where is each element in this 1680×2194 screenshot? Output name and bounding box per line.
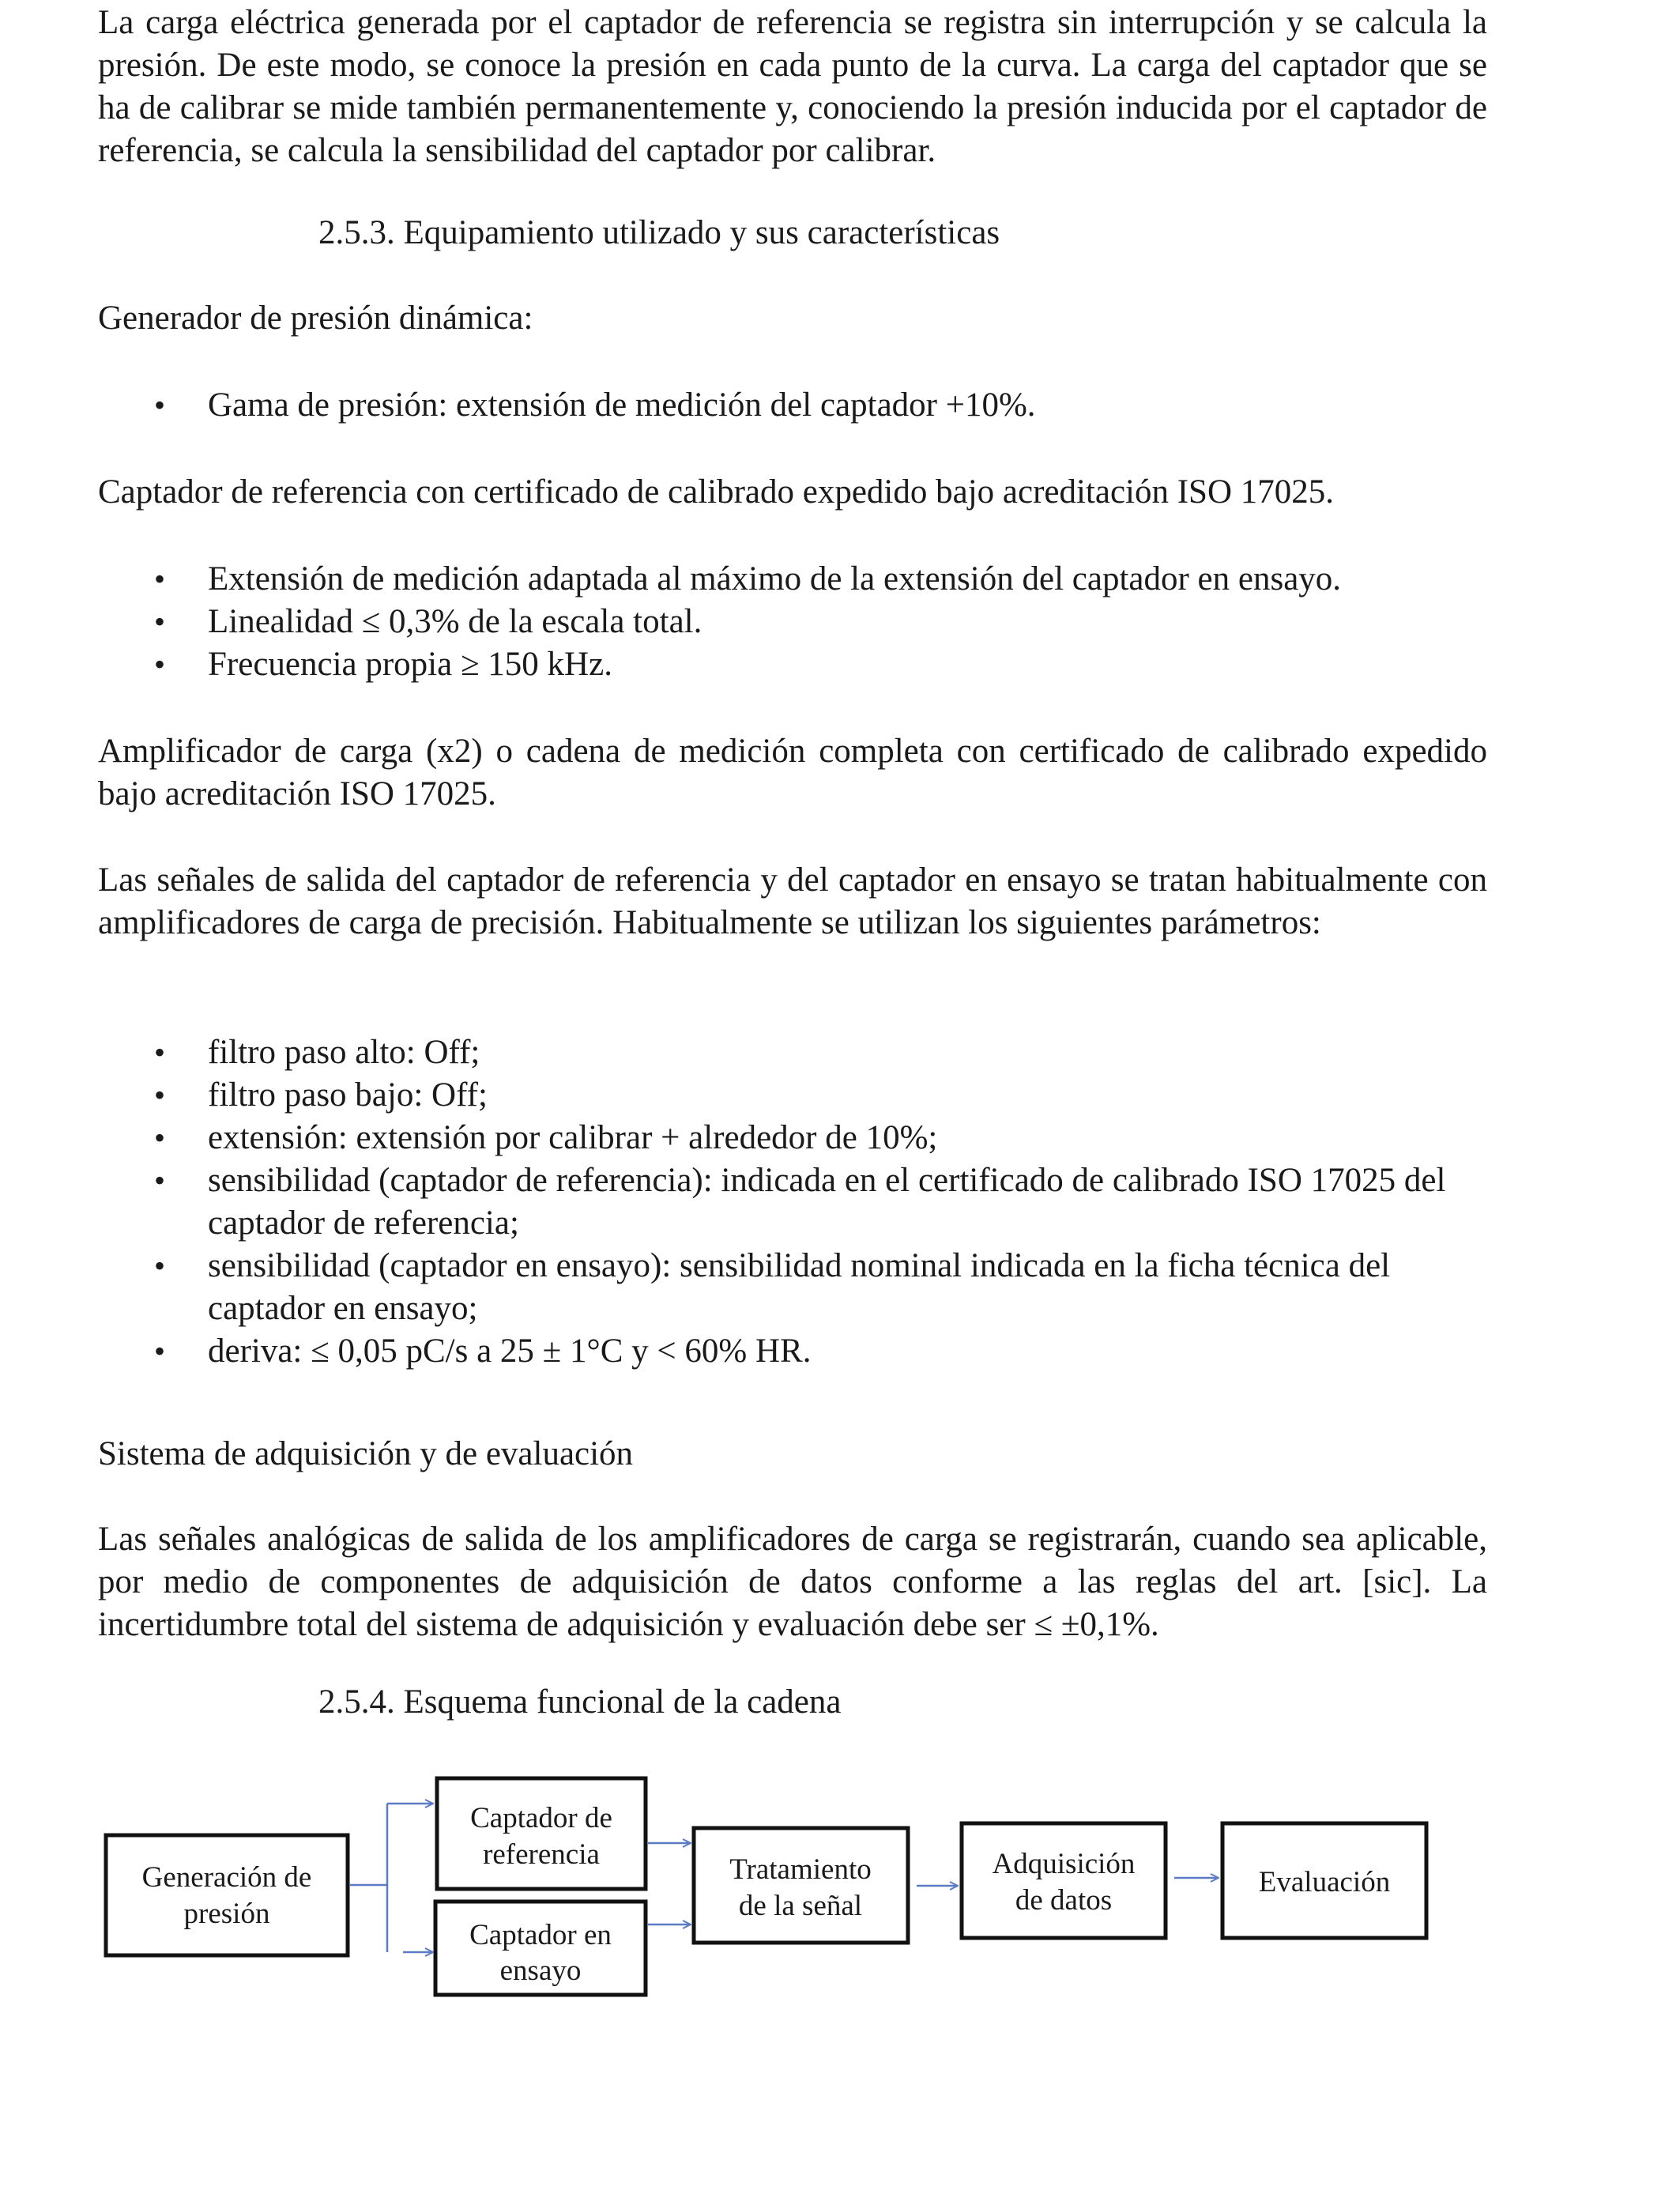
bullet-icon: • [154, 387, 166, 423]
test-sensor-label-line1: Captador en [469, 1919, 612, 1951]
generation-box [106, 1835, 348, 1955]
bullet-icon: • [154, 1120, 166, 1155]
evaluation-label: Evaluación [1258, 1866, 1391, 1898]
list-item: • Gama de presión: extensión de medición del captador +10%. [0, 384, 1487, 427]
section-heading-2-5-4: 2.5.4. Esquema funcional de la cadena [318, 1683, 842, 1721]
reference-bullet-list [0, 558, 1487, 686]
generation-label-line1: Generación de [141, 1861, 312, 1894]
intro-paragraph: La carga eléctrica generada por el captador de referencia se registra sin interrupción y se calcula la presión. De este modo, se conoce la presión en cada punto de la curva. La carga del captador que se ha de calibrar se mide también permanentemente y, conociendo la presión inducida por el captador de referencia, se calcula la sensibilidad del captador por calibrar. [98, 4, 1487, 169]
test-sensor-box [435, 1902, 646, 1995]
signal-processing-box [694, 1828, 908, 1943]
acquisition-label-line2: de datos [1015, 1884, 1113, 1917]
list-item: • filtro paso bajo: Off; [0, 1074, 1487, 1117]
amplifier-paragraph: Amplificador de carga (x2) o cadena de medición completa con certificado de calibrado expedido bajo acreditación ISO 17025. [98, 733, 1487, 812]
acquisition-paragraph: Las señales analógicas de salida de los amplificadores de carga se registrarán, cuando sea aplicable, por medio de componentes de adquisición de datos conforme a las reglas del art. [sic]. La incertidumbre total del sistema de adquisición y evaluación debe ser ≤ ±0,1%. [98, 1521, 1487, 1643]
acquisition-label-line1: Adquisición [992, 1848, 1136, 1880]
reference-sensor-title: Captador de referencia con certificado de calibrado expedido bajo acreditación ISO 17025. [98, 473, 1335, 511]
list-item: • Linealidad ≤ 0,3% de la escala total. [0, 601, 1487, 643]
bullet-icon: • [154, 1035, 166, 1070]
parameter-bullet-list [0, 1031, 1487, 1373]
acquisition-box [962, 1823, 1166, 1938]
evaluation-box [1222, 1823, 1426, 1938]
signal-processing-label-line2: de la señal [738, 1890, 863, 1922]
list-item: • deriva: ≤ 0,05 pC/s a 25 ± 1°C y < 60% HR. [0, 1330, 1487, 1373]
test-sensor-label-line2: ensayo [499, 1955, 582, 1987]
list-item: • sensibilidad (captador en ensayo): sensibilidad nominal indicada en la ficha técnica del captador en ensayo; [0, 1245, 1487, 1330]
bullet-icon: • [154, 647, 166, 682]
reference-sensor-box [437, 1778, 646, 1889]
list-item: • extensión: extensión por calibrar + alrededor de 10%; [0, 1117, 1487, 1159]
functional-chain-diagram [0, 1755, 1680, 2015]
bullet-icon: • [154, 1333, 166, 1369]
signal-processing-label-line1: Tratamiento [729, 1853, 872, 1886]
reference-sensor-label-line2: referencia [483, 1838, 600, 1871]
bullet-icon: • [154, 604, 166, 639]
list-item: • sensibilidad (captador de referencia): indicada en el certificado de calibrado ISO 17025 del captador de referencia; [0, 1159, 1487, 1245]
list-item: • filtro paso alto: Off; [0, 1031, 1487, 1074]
bullet-icon: • [154, 1248, 166, 1284]
list-item: • Extensión de medición adaptada al máximo de la extensión del captador en ensayo. [0, 558, 1487, 601]
bullet-icon: • [154, 561, 166, 597]
generator-bullet-list [0, 384, 1487, 427]
generation-label-line2: presión [183, 1898, 270, 1930]
section-heading-2-5-3: 2.5.3. Equipamiento utilizado y sus características [318, 214, 1000, 251]
bullet-icon: • [154, 1163, 166, 1198]
reference-sensor-label-line1: Captador de [470, 1802, 612, 1834]
bullet-icon: • [154, 1077, 166, 1113]
signals-paragraph: Las señales de salida del captador de referencia y del captador en ensayo se tratan habitualmente con amplificadores de carga de precisión. Habitualmente se utilizan los siguientes parámetros: [98, 861, 1487, 941]
list-item: • Frecuencia propia ≥ 150 kHz. [0, 643, 1487, 686]
generator-title: Generador de presión dinámica: [98, 300, 533, 337]
acquisition-title: Sistema de adquisición y de evaluación [98, 1435, 634, 1472]
